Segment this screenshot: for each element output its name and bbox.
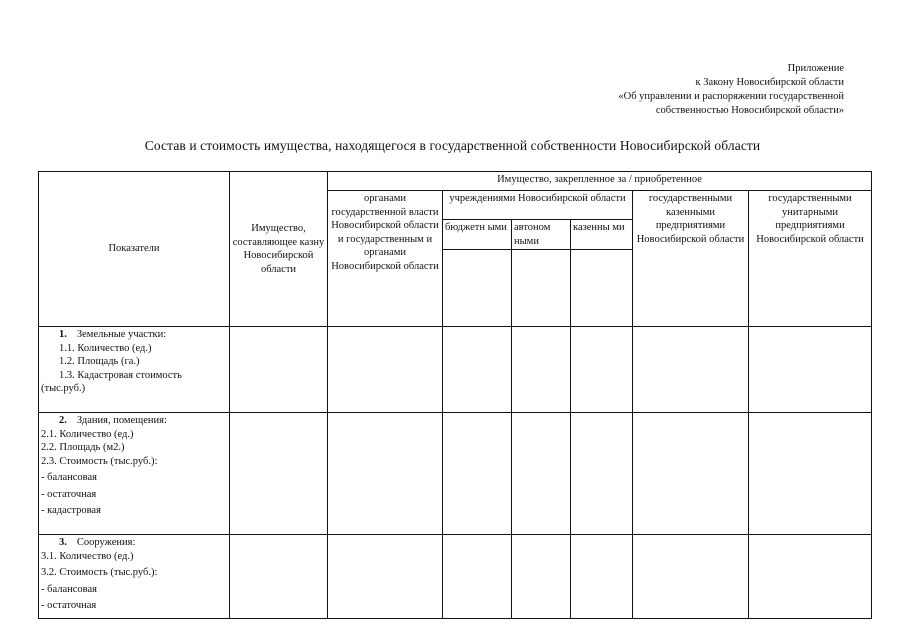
property-table [38, 171, 872, 619]
section-buildings: 2. Здания, помещения: 2.1. Количество (ед.) 2.2. Площадь (м2.) 2.3. Стоимость (тыс.руб.): - балансовая - остаточная - кадастровая [39, 413, 230, 535]
appendix-line: «Об управлении и распоряжении государственной [618, 91, 844, 102]
header-treasury-enterprises: государственными казенными предприятиями Новосибирской области [633, 191, 749, 327]
document-title: Состав и стоимость имущества, находящегося в государственной собственности Новосибирской области [144, 138, 761, 153]
table-row [39, 535, 872, 619]
header-state-funded: казенны ми [571, 220, 633, 250]
appendix-line: Приложение [787, 63, 844, 74]
header-institutions: учреждениями Новосибирской области [443, 191, 633, 220]
table-row [39, 327, 872, 413]
header-unitary-enterprises: государственными унитарными предприятиями Новосибирской области [749, 191, 872, 327]
appendix-line: собственностью Новосибирской области» [655, 105, 844, 116]
appendix-block [618, 62, 844, 118]
header-indicators: Показатели [39, 172, 230, 327]
header-assigned: Имущество, закрепленное за / приобретенное [328, 172, 872, 191]
header-treasury: Имущество, составляющее казну Новосибирской области [230, 172, 328, 327]
header-budget: бюджетн ыми [443, 220, 512, 250]
header-authorities: органами государственной власти Новосибирской области и государственным и органами Новосибирской области [328, 191, 443, 327]
section-land: 1. Земельные участки: 1.1. Количество (ед.) 1.2. Площадь (га.) 1.3. Кадастровая стоимость (тыс.руб.) [39, 327, 230, 413]
header-autonomous: автоном ными [512, 220, 571, 250]
appendix-line: к Закону Новосибирской области [695, 77, 844, 88]
table-row [39, 413, 872, 535]
section-structures: 3. Сооружения: 3.1. Количество (ед.) 3.2. Стоимость (тыс.руб.): - балансовая - остаточная [39, 535, 230, 619]
